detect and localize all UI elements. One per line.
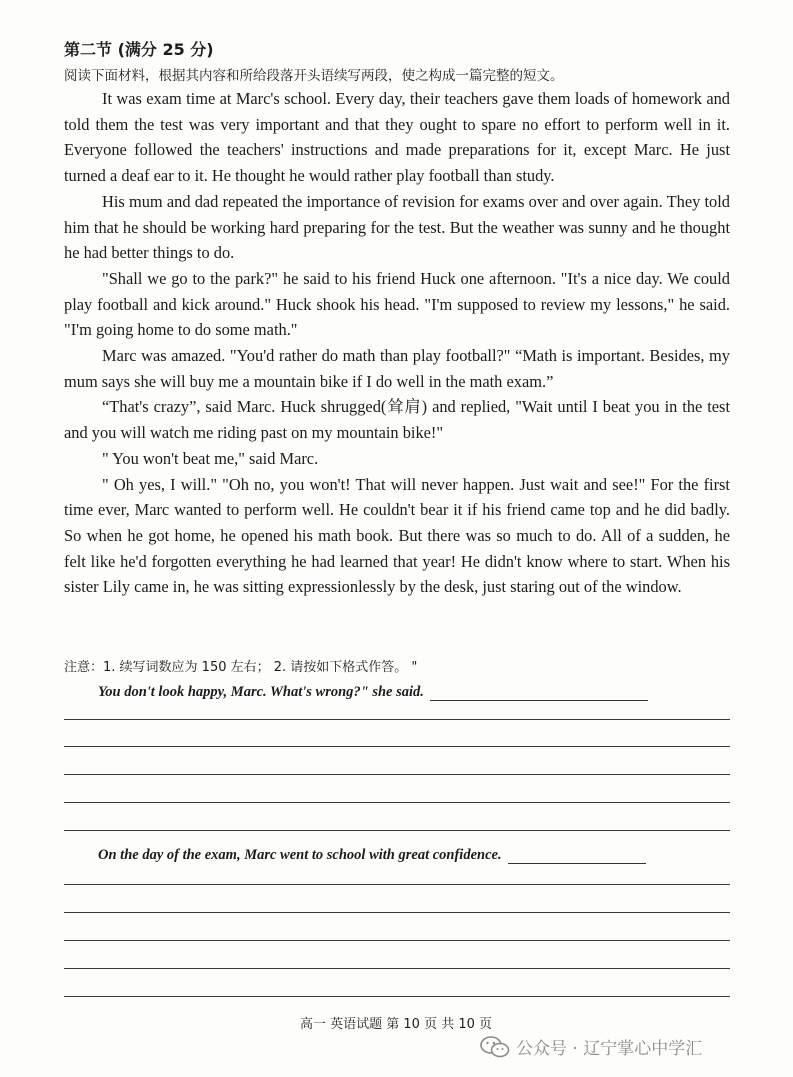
passage-paragraph: It was exam time at Marc's school. Every day, their teachers gave them loads of homework and told them the test was very important and that they ought to spare no effort to perform well in it. Everyone followed the teachers' instructions and made preparations for it, except Marc. He just turned a deaf ear to it. He thought he would rather play football than study. [64, 89, 730, 186]
paragraph-opener-2 [98, 847, 646, 864]
reading-passage [64, 86, 730, 600]
instructions: 阅读下面材料，根据其内容和所给段落开头语续写两段，使之构成一篇完整的短文。 [64, 68, 564, 84]
wechat-icon [480, 1035, 510, 1059]
passage-paragraph: "Shall we go to the park?" he said to his friend Huck one afternoon. "It's a nice day. We could play football and kick around." Huck shook his head. "I'm supposed to review my lessons," he said. "I'm going home to do some math." [64, 268, 730, 340]
answer-line[interactable] [64, 774, 730, 775]
answer-line[interactable] [64, 940, 730, 941]
passage-paragraph: “That's crazy”, said Marc. Huck shrugged(耸肩) and replied, "Wait until I beat you in the test and you will watch me riding past on my mountain bike!" [64, 397, 730, 443]
answer-line[interactable] [64, 912, 730, 913]
answer-blank-2[interactable] [508, 851, 646, 864]
watermark [480, 1034, 702, 1059]
answer-line[interactable] [64, 719, 730, 720]
passage-paragraph: Marc was amazed. "You'd rather do math than play football?" “Math is important. Besides, my mum says she will buy me a mountain bike if I do well in the math exam.” [64, 346, 730, 391]
watermark-text: 公众号 · 辽宁掌心中学汇 [516, 1039, 703, 1059]
section-title: 第二节 (满分 25 分) [64, 40, 214, 59]
answer-blank-1[interactable] [430, 688, 648, 701]
opener-1-text: You don't look happy, Marc. What's wrong?" she said. [98, 684, 424, 700]
answer-line[interactable] [64, 996, 730, 997]
answer-line[interactable] [64, 830, 730, 831]
passage-paragraph: " You won't beat me," said Marc. [102, 448, 319, 468]
paragraph-opener-1 [98, 684, 648, 701]
answer-line[interactable] [64, 968, 730, 969]
passage-paragraph: " Oh yes, I will." "Oh no, you won't! That will never happen. Just wait and see!" For the first time ever, Marc wanted to perform well. He couldn't bear it if his friend came top and he did badly. So when he got home, he opened his math book. But there was so much to do. All of a sudden, he felt like he'd forgotten everything he had learned that year! He didn't know where to start. When his sister Lily came in, he was sitting expressionlessly by the desk, just staring out of the window. [64, 474, 730, 597]
answer-line[interactable] [64, 802, 730, 803]
answer-line[interactable] [64, 884, 730, 885]
page-footer: 高一 英语试题 第 10 页 共 10 页 [300, 1017, 493, 1032]
answer-line[interactable] [64, 746, 730, 747]
writing-note: 注意：1. 续写词数应为 150 左右； 2. 请按如下格式作答。 " [64, 660, 418, 675]
passage-paragraph: His mum and dad repeated the importance of revision for exams over and over again. They told him that he should be working hard preparing for the test. But the weather was sunny and he thought he had better things to do. [64, 191, 730, 263]
opener-2-text: On the day of the exam, Marc went to school with great confidence. [98, 847, 502, 863]
